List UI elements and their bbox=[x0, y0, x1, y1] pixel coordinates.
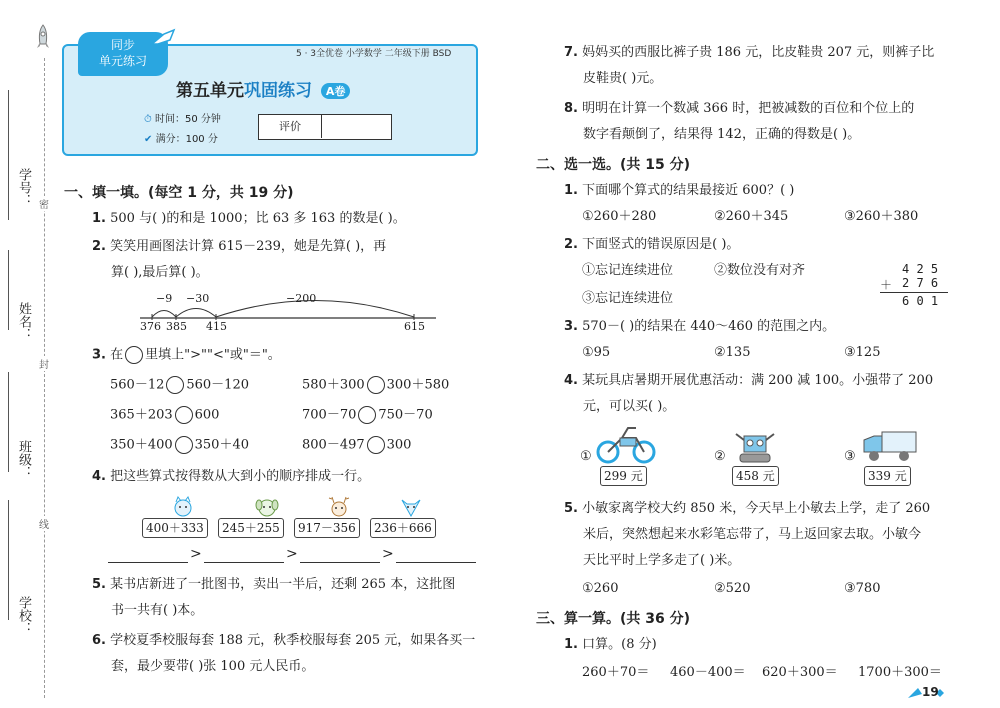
toy2-price: 458 元 bbox=[732, 466, 779, 486]
q8-line1: 8. 明明在计算一个数减 366 时，把被减数的百位和个位上的 bbox=[564, 101, 915, 116]
toy1-price: 299 元 bbox=[600, 466, 647, 486]
c4-line1: 4. 某玩具店暑期开展优惠活动：满 200 减 100。小强带了 200 bbox=[564, 373, 934, 388]
compare-circle-icon bbox=[125, 346, 143, 364]
badge-line1: 同步 bbox=[110, 38, 135, 52]
expr-card-3: 917－356 bbox=[294, 518, 360, 538]
k1-expr4: 1700＋300＝ bbox=[858, 665, 942, 680]
motorbike-icon bbox=[596, 424, 656, 468]
page-title bbox=[176, 76, 350, 101]
c1-opt2[interactable]: ②260＋345 bbox=[714, 209, 789, 224]
compare-row1-right: 580＋300 300＋580 bbox=[302, 377, 450, 393]
compare-blank[interactable] bbox=[367, 436, 385, 454]
q6-line1: 6. 学校夏季校服每套 188 元，秋季校服每套 205 元，如果各买一 bbox=[92, 633, 476, 648]
toy2-mark[interactable]: ② bbox=[714, 449, 726, 464]
c5-line1: 5. 小敏家离学校大约 850 米，今天早上小敏去上学，走了 260 bbox=[564, 501, 931, 516]
time-row bbox=[144, 110, 221, 125]
q5-line1: 5. 某书店新进了一批图书，卖出一半后，还剩 265 本，这批图 bbox=[92, 577, 456, 592]
check-icon: ✔ bbox=[144, 134, 153, 145]
tick-376: 376 bbox=[140, 320, 161, 333]
c4-line2: 元，可以买( )。 bbox=[583, 399, 676, 414]
section3-title: 三、算一算。(共 36 分) bbox=[536, 611, 691, 627]
binding-strip bbox=[0, 0, 60, 708]
page-number: 19 bbox=[922, 685, 939, 699]
k1: 1. 口算。(8 分) bbox=[564, 637, 657, 652]
title-part1: 第五单元 bbox=[176, 81, 244, 101]
order-blank-1[interactable] bbox=[108, 562, 188, 563]
compare-blank[interactable] bbox=[358, 406, 376, 424]
q7-line1: 7. 妈妈买的西服比裤子贵 186 元，比皮鞋贵 207 元，则裤子比 bbox=[564, 45, 935, 60]
v-top: 4 2 5 bbox=[902, 262, 939, 276]
v-mid: 2 7 6 bbox=[902, 276, 939, 290]
vertical-addition bbox=[880, 262, 950, 312]
compare-row2-right: 700－70 750－70 bbox=[302, 407, 433, 423]
order-blank-3[interactable] bbox=[300, 562, 380, 563]
q3: 3. 在 里填上">""<"或"＝"。 bbox=[92, 347, 281, 363]
c3: 3. 570－( )的结果在 440～460 的范围之内。 bbox=[564, 319, 836, 334]
k1-expr2: 460－400＝ bbox=[670, 665, 746, 680]
full-score-row bbox=[144, 130, 218, 145]
class-label: 班级： bbox=[16, 440, 31, 479]
q2-line2: 算( ),最后算( )。 bbox=[111, 265, 209, 280]
c3-opt2[interactable]: ②135 bbox=[714, 345, 751, 360]
v-plus: ＋ bbox=[880, 278, 893, 292]
seal-char-feng: 封 bbox=[39, 356, 49, 371]
c3-opt1[interactable]: ①95 bbox=[582, 345, 611, 360]
jump-30-label: −30 bbox=[186, 292, 210, 305]
jump-200-label: −200 bbox=[286, 292, 317, 305]
c5-opt3[interactable]: ③780 bbox=[844, 581, 881, 596]
compare-row3-left: 350＋400 350＋40 bbox=[110, 437, 249, 453]
q2-line1: 2. 笑笑用画图法计算 615－239，她是先算( )，再 bbox=[92, 239, 387, 254]
clock-icon: ⏱ bbox=[144, 114, 152, 125]
evaluation-box bbox=[258, 114, 392, 140]
toy1-mark[interactable]: ① bbox=[580, 449, 592, 464]
compare-blank[interactable] bbox=[166, 376, 184, 394]
toy3-mark[interactable]: ③ bbox=[844, 449, 856, 464]
c2: 2. 下面竖式的错误原因是( )。 bbox=[564, 237, 740, 252]
badge-line2: 单元练习 bbox=[98, 54, 147, 68]
q5-line2: 书一共有( )本。 bbox=[111, 603, 204, 618]
compare-row1-left: 560－12 560－120 bbox=[110, 377, 249, 393]
c5-line3: 天比平时上学多走了( )米。 bbox=[583, 553, 741, 568]
compare-blank[interactable] bbox=[175, 436, 193, 454]
time-text: 时间：50 分钟 bbox=[155, 114, 221, 125]
tick-385: 385 bbox=[166, 320, 187, 333]
c2-opt2[interactable]: ②数位没有对齐 bbox=[714, 263, 806, 278]
gt-sign-3: > bbox=[382, 546, 394, 562]
evaluation-label: 评价 bbox=[259, 115, 322, 138]
q6-line2: 套，最少要带( )张 100 元人民币。 bbox=[111, 659, 315, 674]
title-part2: 巩固练习 bbox=[244, 81, 312, 101]
gt-sign-1: > bbox=[190, 546, 202, 562]
c5-opt2[interactable]: ②520 bbox=[714, 581, 751, 596]
q8-line2: 数字看颠倒了，结果得 142，正确的得数是( )。 bbox=[583, 127, 861, 142]
expr-card-4: 236＋666 bbox=[370, 518, 436, 538]
order-blank-2[interactable] bbox=[204, 562, 284, 563]
compare-row3-right: 800－497 300 bbox=[302, 437, 412, 453]
jump-9-label: −9 bbox=[156, 292, 173, 305]
tick-415: 415 bbox=[206, 320, 227, 333]
seal-char-mi: 密 bbox=[39, 196, 49, 211]
q1: 1. 500 与( )的和是 1000；比 63 多 163 的数是( )。 bbox=[92, 211, 406, 226]
badge-rocket-icon bbox=[150, 28, 176, 50]
compare-blank[interactable] bbox=[175, 406, 193, 424]
number-line-diagram bbox=[138, 290, 438, 334]
toy3-price: 339 元 bbox=[864, 466, 911, 486]
k1-expr3: 620＋300＝ bbox=[762, 665, 838, 680]
tick-615: 615 bbox=[404, 320, 425, 333]
q7-line2: 皮鞋贵( )元。 bbox=[583, 71, 663, 86]
c3-opt3[interactable]: ③125 bbox=[844, 345, 881, 360]
title-badge: A卷 bbox=[321, 83, 351, 99]
section1-title: 一、填一填。(每空 1 分，共 19 分) bbox=[64, 185, 294, 201]
seal-char-xian: 线 bbox=[39, 516, 49, 531]
student-id-label: 学号： bbox=[16, 168, 31, 207]
c2-opt3[interactable]: ③忘记连续进位 bbox=[582, 291, 674, 306]
series-label: 5 · 3全优卷 小学数学 二年级下册 BSD bbox=[296, 49, 452, 59]
c5-line2: 米后，突然想起来水彩笔忘带了，马上返回家去取。小敏今 bbox=[583, 527, 922, 542]
truck-icon bbox=[860, 426, 920, 468]
expr-card-2: 245＋255 bbox=[218, 518, 284, 538]
v-bot: 6 0 1 bbox=[902, 294, 939, 308]
order-blank-4[interactable] bbox=[396, 562, 476, 563]
school-label: 学校： bbox=[16, 596, 31, 635]
robot-icon bbox=[732, 426, 776, 468]
expr-card-1: 400＋333 bbox=[142, 518, 208, 538]
c5-opt1[interactable]: ①260 bbox=[582, 581, 619, 596]
c1-opt1[interactable]: ①260＋280 bbox=[582, 209, 657, 224]
q4: 4. 把这些算式按得数从大到小的顺序排成一行。 bbox=[92, 469, 371, 484]
rocket-icon bbox=[35, 24, 51, 56]
name-label: 姓名： bbox=[16, 302, 31, 341]
c2-opt1[interactable]: ①忘记连续进位 bbox=[582, 263, 674, 278]
k1-expr1: 260＋70＝ bbox=[582, 665, 650, 680]
gt-sign-2: > bbox=[286, 546, 298, 562]
c1-opt3[interactable]: ③260＋380 bbox=[844, 209, 919, 224]
c1: 1. 下面哪个算式的结果最接近 600？( ) bbox=[564, 183, 795, 198]
full-score-text: 满分：100 分 bbox=[155, 134, 218, 145]
compare-blank[interactable] bbox=[367, 376, 385, 394]
compare-row2-left: 365＋203 600 bbox=[110, 407, 220, 423]
section2-title: 二、选一选。(共 15 分) bbox=[536, 157, 691, 173]
